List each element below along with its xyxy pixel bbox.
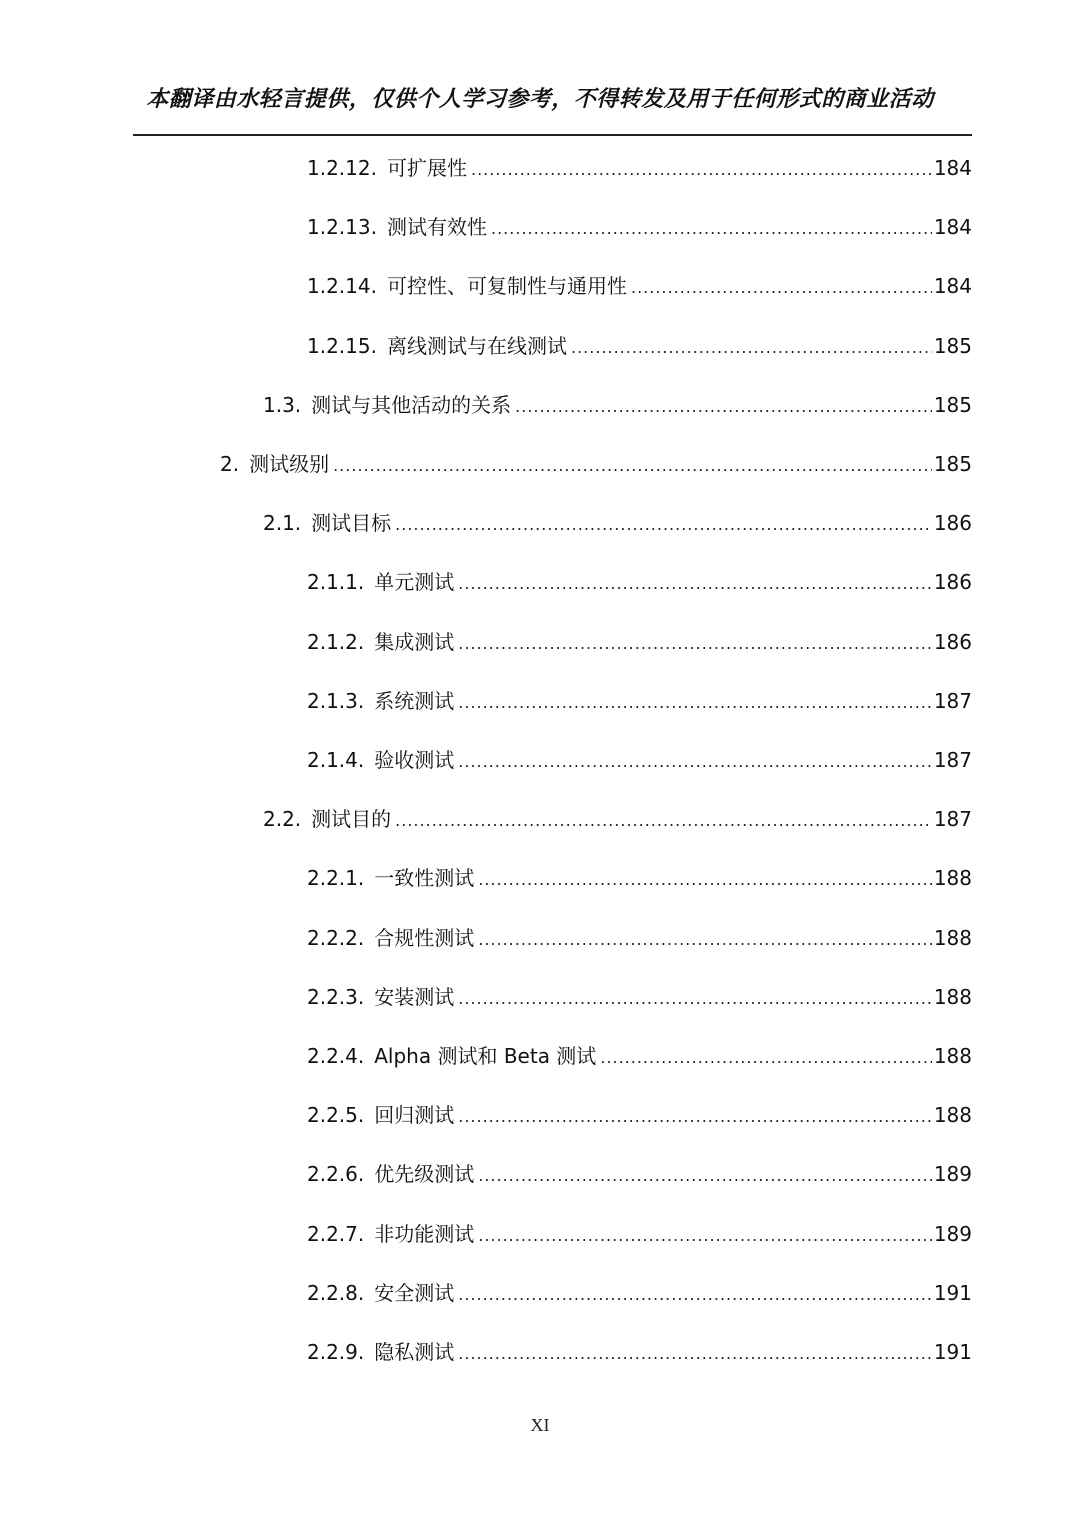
toc-entry-number: 2.2.1. [307, 866, 365, 891]
toc-entry[interactable] [263, 508, 972, 538]
toc-entry-page: 191 [933, 1340, 972, 1364]
toc-entry-title: 测试目的 [311, 807, 392, 832]
toc-entry[interactable] [307, 1100, 972, 1130]
toc-entry-title: 合规性测试 [374, 925, 475, 950]
toc-entry-number: 2.2.9. [307, 1340, 365, 1364]
toc-leader-dots [458, 629, 932, 659]
toc-entry[interactable] [307, 982, 972, 1012]
toc-entry-page: 188 [933, 1103, 972, 1128]
toc-entry-page: 184 [933, 274, 972, 299]
toc-leader-dots [458, 688, 932, 718]
toc-entry[interactable] [263, 390, 972, 420]
toc-entry[interactable] [307, 331, 972, 361]
toc-entry-title: 系统测试 [374, 688, 455, 713]
toc-leader-dots [333, 451, 932, 481]
toc-entry-page: 187 [933, 807, 972, 832]
toc-entry-page: 185 [933, 392, 972, 417]
toc-entry-number: 2.1.4. [307, 748, 365, 772]
toc-leader-dots [478, 865, 932, 895]
toc-entry-number: 2.2.8. [307, 1280, 365, 1305]
toc-entry-number: 2.2.7. [307, 1221, 365, 1246]
toc-entry-number: 2.2.4. [307, 1044, 365, 1068]
toc-entry-page: 187 [933, 748, 972, 772]
toc-leader-dots [478, 925, 932, 955]
toc-entry-page: 184 [933, 156, 972, 180]
toc-entry-number: 1.2.15. [307, 333, 377, 358]
toc-entry-page: 188 [933, 1044, 972, 1068]
toc-entry-number: 1.3. [263, 392, 302, 417]
toc-entry[interactable] [307, 627, 972, 657]
toc-entry-number: 2.2. [263, 807, 302, 832]
toc-leader-dots [515, 392, 932, 422]
toc-entry-title: 离线测试与在线测试 [386, 333, 567, 358]
toc-leader-dots [458, 1339, 932, 1369]
toc-entry-title: 测试目标 [311, 511, 392, 536]
toc-leader-dots [395, 510, 932, 540]
toc-entry-title: Alpha 测试和 Beta 测试 [374, 1044, 597, 1068]
toc-entry-page: 189 [933, 1221, 972, 1246]
toc-leader-dots [631, 273, 932, 303]
toc-entry-page: 188 [933, 984, 972, 1009]
toc-entry-title: 集成测试 [374, 629, 455, 654]
toc-entry-page: 186 [933, 629, 972, 654]
toc-leader-dots [458, 1102, 932, 1132]
toc-entry-page: 188 [933, 866, 972, 891]
toc-entry-title: 测试级别 [249, 452, 330, 476]
toc-entry-number: 2.1.3. [307, 688, 365, 713]
toc-entry-title: 测试与其他活动的关系 [311, 392, 512, 417]
toc-entry-title: 验收测试 [374, 748, 455, 772]
header-rule [133, 134, 972, 136]
toc-entry-title: 单元测试 [374, 570, 455, 595]
toc-entry-number: 2.2.5. [307, 1103, 365, 1128]
toc-entry-number: 1.2.13. [307, 215, 377, 240]
toc-entry-title: 安装测试 [374, 984, 455, 1009]
toc-entry[interactable] [307, 1278, 972, 1308]
toc-entry-number: 2.2.6. [307, 1162, 365, 1187]
toc-entry[interactable] [307, 1159, 972, 1189]
toc-entry-page: 191 [933, 1280, 972, 1305]
toc-entry-page: 185 [933, 452, 972, 476]
toc-entry-title: 隐私测试 [374, 1340, 455, 1364]
toc-entry-page: 184 [933, 215, 972, 240]
toc-entry-page: 188 [933, 925, 972, 950]
toc-entry-number: 2.1. [263, 511, 302, 536]
toc-entry[interactable] [307, 863, 972, 893]
toc-entry-title: 可扩展性 [386, 156, 467, 180]
toc-entry-page: 186 [933, 511, 972, 536]
toc-leader-dots [491, 214, 932, 244]
toc-entry[interactable] [263, 804, 972, 834]
toc-entry-page: 189 [933, 1162, 972, 1187]
toc-entry-number: 1.2.12. [307, 156, 377, 180]
toc-entry-number: 2.2.2. [307, 925, 365, 950]
toc-leader-dots [571, 333, 932, 363]
toc-entry[interactable] [220, 449, 972, 479]
toc-leader-dots [478, 1161, 932, 1191]
toc-entry[interactable] [307, 686, 972, 716]
toc-entry-title: 一致性测试 [374, 866, 475, 891]
toc-entry-page: 186 [933, 570, 972, 595]
toc-entry-title: 非功能测试 [374, 1221, 475, 1246]
toc-entry-page: 187 [933, 688, 972, 713]
page-header: 本翻译由水轻言提供，仅供个人学习参考，不得转发及用于任何形式的商业活动 [146, 87, 934, 112]
toc-leader-dots [471, 155, 932, 185]
toc-entry-title: 安全测试 [374, 1280, 455, 1305]
toc-entry-number: 2.1.1. [307, 570, 365, 595]
toc-entry[interactable] [307, 923, 972, 953]
toc-leader-dots [458, 1280, 932, 1310]
toc-entry-number: 2.2.3. [307, 984, 365, 1009]
toc-entry[interactable] [307, 153, 972, 183]
toc-leader-dots [458, 569, 932, 599]
toc-leader-dots [478, 1221, 932, 1251]
page-number: XI [530, 1415, 550, 1435]
toc-leader-dots [600, 1043, 932, 1073]
toc-entry[interactable] [307, 271, 972, 301]
toc-entry[interactable] [307, 1337, 972, 1367]
toc-leader-dots [395, 806, 932, 836]
toc-entry[interactable] [307, 745, 972, 775]
toc-entry[interactable] [307, 567, 972, 597]
toc-entry-title: 回归测试 [374, 1103, 455, 1128]
toc-entry-title: 可控性、可复制性与通用性 [386, 274, 627, 299]
toc-entry-title: 优先级测试 [374, 1162, 475, 1187]
toc-entry[interactable] [307, 212, 972, 242]
toc-leader-dots [458, 747, 932, 777]
toc-entry-page: 185 [933, 333, 972, 358]
toc-entry[interactable] [307, 1219, 972, 1249]
toc-entry-number: 2.1.2. [307, 629, 365, 654]
toc-leader-dots [458, 984, 932, 1014]
toc-entry-number: 2. [220, 452, 240, 476]
toc-entry-number: 1.2.14. [307, 274, 377, 299]
toc-entry-title: 测试有效性 [386, 215, 487, 240]
toc-entry[interactable] [307, 1041, 972, 1071]
